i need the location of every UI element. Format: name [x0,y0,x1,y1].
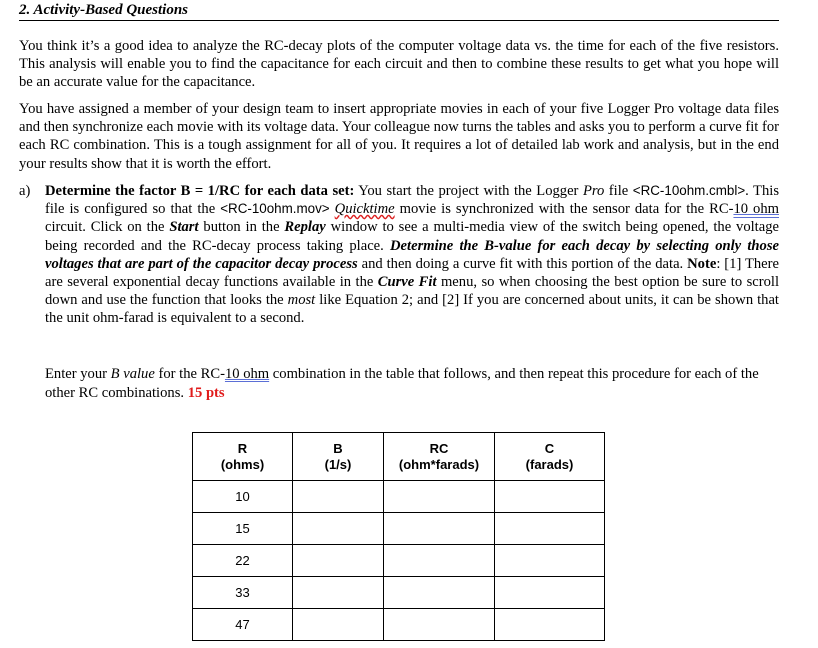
question-lead: Determine the factor B = 1/RC for each data set: [45,183,355,199]
cell-b[interactable] [293,609,384,641]
question-label: a) [19,183,31,199]
table-row [193,513,605,545]
curve-fit-word: Curve Fit [377,274,437,291]
quicktime-word: Quicktime [334,201,395,218]
note-word: Note [687,255,717,272]
emphasis-instruction: Determine the B-value for each decay by selecting only those voltages that are part of the capacitor decay process [45,237,779,272]
q-text-5: movie is synchronized with the sensor data for the RC- [394,201,734,218]
mov-filename: <RC-10ohm.mov> [220,201,330,217]
instruction-paragraph [45,365,785,402]
points-badge: 15 pts [187,384,225,401]
cell-r: 22 [193,545,293,577]
header-r-unit: (ohms) [220,456,265,472]
header-c-name: C [544,440,555,456]
cell-b[interactable] [293,513,384,545]
cell-rc[interactable] [384,481,495,513]
ohm-10-instr: 10 ohm [224,366,270,382]
cell-c[interactable] [495,513,605,545]
q-text-6: circuit. Click on the [45,219,170,236]
q-text-8: window to see a multi-media view of the switch being opened, the voltage being recorded and the RC-decay process taking place. [45,219,779,254]
table-row [193,609,605,641]
instr-text-2: for the RC- [154,366,225,382]
cell-r: 10 [193,481,293,513]
question-body [45,182,779,328]
rc-data-table [192,432,605,641]
header-c [495,433,605,481]
cell-rc[interactable] [384,545,495,577]
table-header-row [193,433,605,481]
cell-b[interactable] [293,545,384,577]
q-text-10: : [1] There are several exponential decay functions available in the [45,255,779,291]
table-row [193,577,605,609]
cell-c[interactable] [495,481,605,513]
cell-c[interactable] [495,609,605,641]
start-word: Start [169,219,199,236]
section-heading: 2. Activity-Based Questions [19,0,779,21]
header-r [193,433,293,481]
cell-r: 15 [193,513,293,545]
cell-c[interactable] [495,577,605,609]
q-text-11: menu, so when choosing the best option be sure to scroll down and use the function that looks the [45,274,780,309]
intro-paragraph: You think it’s a good idea to analyze the RC-decay plots of the computer voltage data vs. the time for each of the five resistors. This analysis will enable you to find the capacitance for each circuit and then to combine these results to get what you hope will be an accurate value for the capacitance. [19,38,779,91]
header-b-unit: (1/s) [324,456,352,472]
assignment-paragraph: You have assigned a member of your design team to insert appropriate movies in each of your five Logger Pro voltage data files and then synchronize each movie with its voltage data. Your colleague now turns the tables and asks you to perform a curve fit for each RC combination. This is a tough assignment for all of you. It requires a lot of detailed lab work and analysis, but in the end your results show that it is worth the effort. [19,101,779,172]
cell-rc[interactable] [384,609,495,641]
header-rc-name: RC [429,440,449,456]
table-row [193,545,605,577]
cell-r: 33 [193,577,293,609]
q-text-9: and then doing a curve fit with this portion of the data. [357,255,688,272]
most-word: most [287,292,316,309]
cell-r: 47 [193,609,293,641]
header-r-name: R [237,440,248,456]
q-text-7: button in the [198,219,285,236]
ohm-10-link: 10 ohm [733,201,779,218]
table-row [193,481,605,513]
cmbl-filename: <RC-10ohm.cmbl> [632,183,746,198]
q-text-3: . This file is configured so that the [45,183,779,218]
instr-text-3: combination in the table that follows, and then repeat this procedure for each of the other RC combinations. [45,366,759,401]
q-text-12: like Equation 2; and [2] If you are concerned about units, it can be shown that the unit ohm-farad is equivalent to a second. [45,292,779,327]
header-rc [384,433,495,481]
cell-b[interactable] [293,577,384,609]
b-value-word: B value [110,366,155,382]
instr-text-1: Enter your [45,366,111,382]
q-text-1: You start the project with the Logger [354,183,583,199]
pro-word: Pro [582,183,605,199]
cell-b[interactable] [293,481,384,513]
cell-c[interactable] [495,545,605,577]
header-b [293,433,384,481]
header-b-name: B [333,440,343,456]
replay-word: Replay [284,219,326,236]
q-text-2: file [604,183,633,199]
cell-rc[interactable] [384,577,495,609]
cell-rc[interactable] [384,513,495,545]
header-c-unit: (farads) [525,456,574,472]
header-rc-unit: (ohm*farads) [398,456,480,472]
